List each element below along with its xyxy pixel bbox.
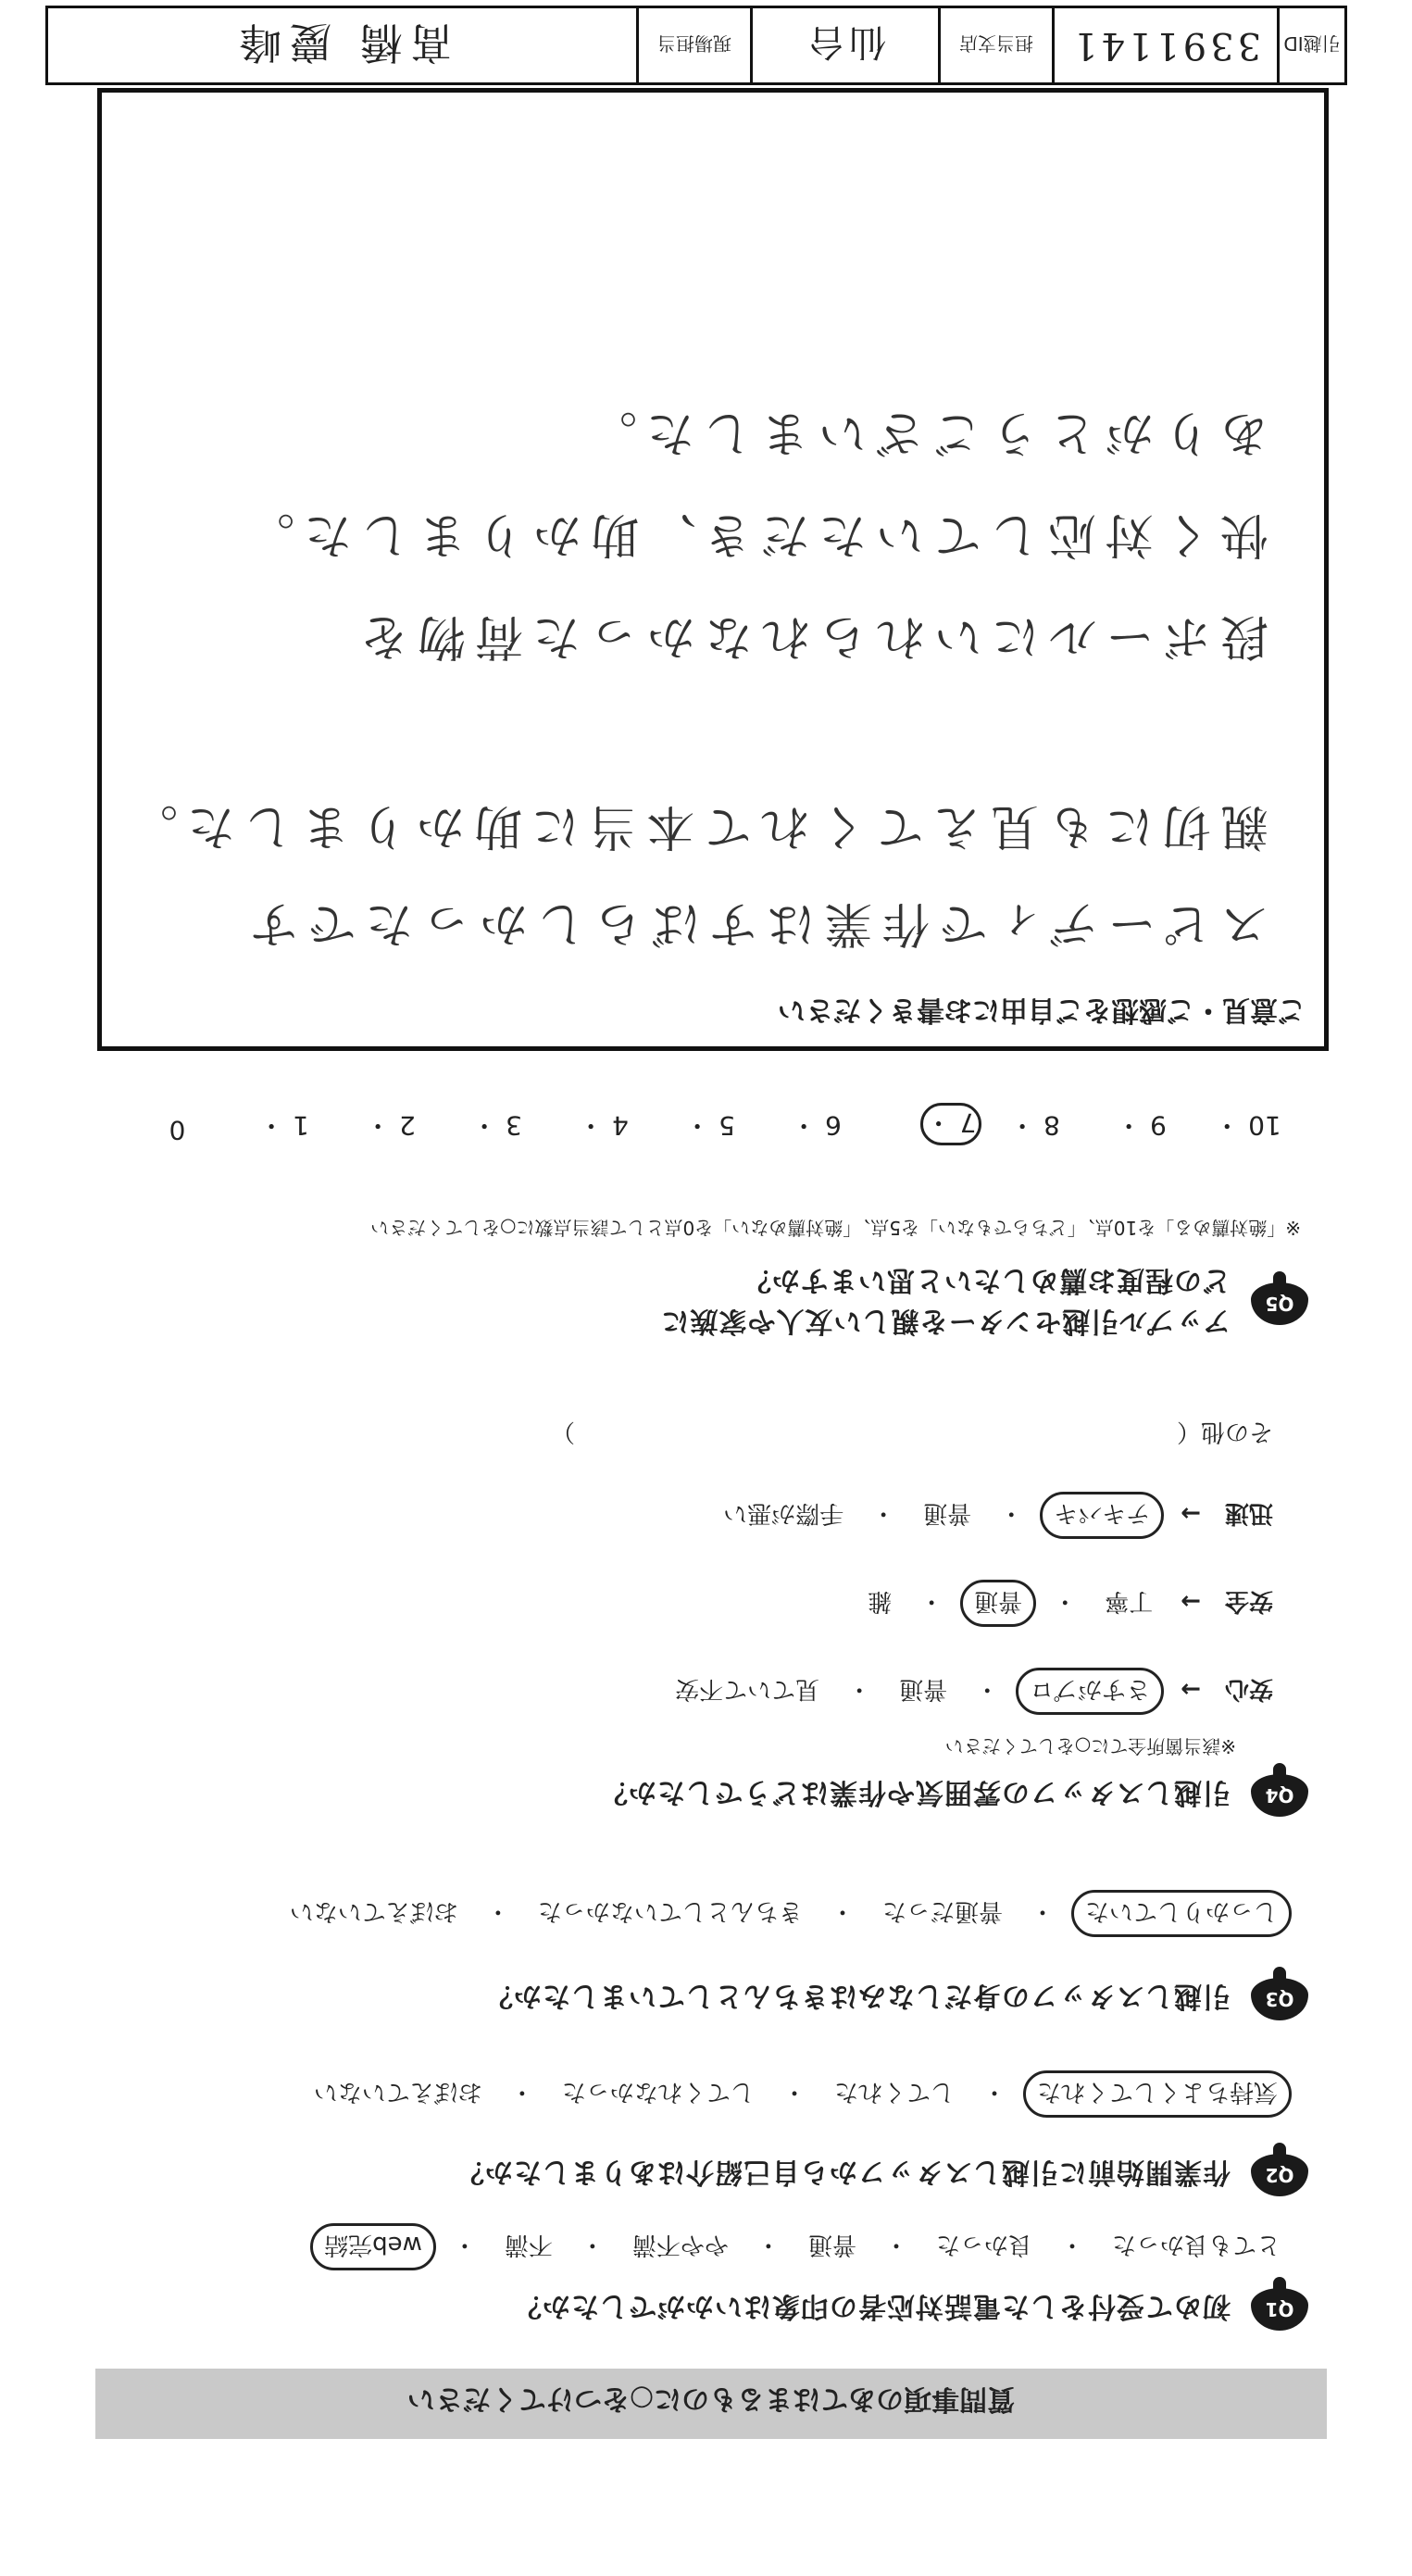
option-separator: ・ — [1053, 1587, 1078, 1615]
q5-score-1[interactable]: 1 ・ — [258, 1110, 309, 1141]
leader-signature: 髙橋 慶峰 — [231, 18, 453, 68]
q2-option-3[interactable]: おぼえていない — [313, 2078, 482, 2106]
q3-option-0[interactable]: しっかりしていた — [1071, 1890, 1292, 1937]
q3-options[interactable] — [279, 1890, 1292, 1937]
q4 — [599, 1774, 1308, 1817]
q1-option-3[interactable]: やや不満 — [631, 2231, 729, 2258]
branch-label: 担当支店 — [938, 8, 1052, 82]
option-separator: ・ — [756, 2231, 781, 2258]
q1-badge: Q1 — [1251, 2288, 1308, 2331]
q1-text: 初めて受付をした電話対応者の印象はいかがでしたか？ — [513, 2290, 1231, 2322]
q5-score-3[interactable]: 3 ・ — [471, 1110, 522, 1141]
q5-score-6[interactable]: 6 ・ — [791, 1110, 842, 1141]
option-separator: ・ — [847, 1675, 872, 1703]
branch-value: 仙台 — [750, 8, 938, 82]
option-separator: ・ — [509, 2078, 534, 2106]
q4-row0-option-1[interactable]: 普通 — [899, 1675, 948, 1703]
option-separator: ・ — [1059, 2231, 1084, 2258]
q2-option-0[interactable]: 気持ちよくしてくれた — [1023, 2070, 1292, 2118]
q4-row0-option-0[interactable]: さすがプロ — [1016, 1668, 1164, 1715]
comment-line-2: 親切にも見えてくれて本当に助かりました。 — [119, 798, 1268, 854]
q3-option-3[interactable]: おぼえていない — [289, 1897, 458, 1925]
q5-score-2[interactable]: 2 ・ — [365, 1110, 416, 1141]
q5-text-2: どの程度お薦めしたいと思いますか？ — [743, 1264, 1231, 1296]
q5-scale[interactable] — [124, 1103, 1301, 1145]
q2-text: 作業開始前に引越しスタッフから自己紹介はありましたか？ — [456, 2156, 1231, 2188]
q5-score-10[interactable]: 10 ・ — [1214, 1110, 1281, 1141]
q4-row2-option-1[interactable]: 普通 — [923, 1499, 972, 1527]
q4-row-label: 安全 → — [1181, 1587, 1273, 1615]
option-separator: ・ — [452, 2231, 477, 2258]
comment-line-5: ありがとうございました。 — [579, 405, 1268, 460]
option-separator: ・ — [871, 1499, 896, 1527]
q4-row1-option-2[interactable]: 雑 — [868, 1587, 893, 1615]
option-separator: ・ — [485, 1897, 510, 1925]
option-separator: ・ — [919, 1587, 944, 1615]
q5-text-1: アップル引越センターを親しい友人や家族に — [660, 1305, 1231, 1337]
q4-row2-option-2[interactable]: 手際が悪い — [723, 1499, 844, 1527]
q1-options[interactable] — [310, 2223, 1292, 2270]
intro-id-value: 3391141 — [1052, 8, 1277, 82]
option-separator: ・ — [580, 2231, 605, 2258]
option-separator: ・ — [830, 1897, 855, 1925]
instruction-bar — [95, 2369, 1327, 2439]
q1-option-2[interactable]: 普通 — [807, 2231, 856, 2258]
instruction-text: 質問事項のあてはまるものに○をつけてください — [406, 2382, 1016, 2415]
option-separator: ・ — [1030, 1897, 1055, 1925]
q2-badge: Q2 — [1251, 2154, 1308, 2196]
q5-note: ※「絶対薦める」を10点、「どちらでもない」を5点、「絶対薦めない」を0点として該当点数に○をしてください — [370, 1217, 1301, 1239]
q4-note: ※該当箇所全てに○をしてください — [944, 1735, 1236, 1757]
q5-score-8[interactable]: 8 ・ — [1009, 1110, 1060, 1141]
option-separator: ・ — [883, 2231, 908, 2258]
q4-row-anzen[interactable] — [856, 1580, 1273, 1627]
q5-badge: Q5 — [1251, 1282, 1308, 1325]
q1-option-1[interactable]: 良かった — [935, 2231, 1032, 2258]
q3-option-1[interactable]: 普通だった — [881, 1897, 1003, 1925]
q2-options[interactable] — [303, 2070, 1292, 2118]
option-separator: ・ — [999, 1499, 1024, 1527]
q2 — [456, 2154, 1308, 2196]
q5-score-4[interactable]: 4 ・ — [578, 1110, 629, 1141]
q4-text: 引越しスタッフの雰囲気や作業はどうでしたか？ — [599, 1776, 1231, 1808]
q4-row-label: 安心 → — [1181, 1675, 1273, 1703]
comment-box[interactable] — [97, 88, 1329, 1051]
q3-text: 引越しスタッフの身だしなみはきちんとしていましたか？ — [484, 1980, 1231, 2012]
q4-row-jinsoku[interactable] — [712, 1492, 1273, 1539]
comment-line-4: 快く対応していただき、助かりました。 — [237, 506, 1268, 562]
q1-option-4[interactable]: 不満 — [504, 2231, 553, 2258]
q3-badge: Q3 — [1251, 1978, 1308, 2020]
q4-row1-option-1[interactable]: 普通 — [960, 1580, 1036, 1627]
intro-id-label: 引越ID — [1277, 8, 1344, 82]
q1 — [513, 2288, 1308, 2331]
option-separator: ・ — [981, 2078, 1006, 2106]
q4-row1-option-0[interactable]: 丁寧 — [1105, 1587, 1154, 1615]
form-header — [45, 6, 1347, 85]
q2-option-2[interactable]: してくれなかった — [561, 2078, 755, 2106]
q1-option-5[interactable]: web完結 — [310, 2223, 436, 2270]
comment-line-1: スピーディで作業はすばらしかったです — [241, 895, 1268, 951]
q4-row0-option-2[interactable]: 見ていて不安 — [675, 1675, 820, 1703]
option-separator: ・ — [781, 2078, 806, 2106]
q2-option-1[interactable]: してくれた — [833, 2078, 955, 2106]
q5-score-7[interactable]: 7 ・ — [920, 1103, 981, 1145]
q4-row-label: 迅速 → — [1181, 1499, 1273, 1527]
q4-other[interactable]: その他（ ） — [550, 1418, 1273, 1445]
leader-label: 現場担当 — [636, 8, 750, 82]
comment-label: ご意見・ご感想をご自由にお書きください — [778, 994, 1306, 1026]
q4-row2-option-0[interactable]: テキパキ — [1040, 1492, 1164, 1539]
comment-line-3: 段ボールにいれられなかった荷物を — [351, 608, 1268, 664]
q4-badge: Q4 — [1251, 1774, 1308, 1817]
q4-row-anshin[interactable] — [664, 1668, 1273, 1715]
q5 — [661, 1263, 1309, 1344]
q3-option-2[interactable]: きちんとしていなかった — [537, 1897, 803, 1925]
q1-option-0[interactable]: とても良かった — [1111, 2231, 1281, 2258]
q5-score-0[interactable]: 0 — [169, 1115, 186, 1145]
q3 — [484, 1978, 1308, 2020]
q5-score-5[interactable]: 5 ・ — [684, 1110, 735, 1141]
q5-score-9[interactable]: 9 ・ — [1116, 1110, 1167, 1141]
option-separator: ・ — [975, 1675, 1000, 1703]
